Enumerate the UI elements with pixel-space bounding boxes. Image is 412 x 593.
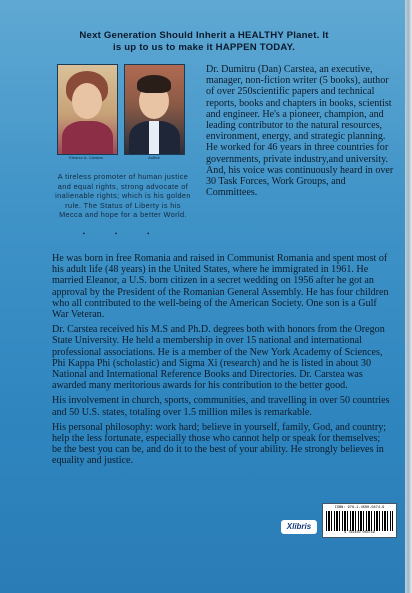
bio-paragraph: He was born in free Romania and raised in Communist Romania and spent most of his adult life (48 years) in the United States, where he immigrated in 1961. He married Eleanor, a U.S. born citizen in a secret wedding on 1956 after he got an approval by the President of the Romanian General Assembly. He has four children who all contributed to the well-being of the American Society. One son is a Gulf War Veteran. (52, 253, 389, 321)
headline-line-2: is up to us to make it HAPPEN TODAY. (112, 42, 296, 53)
barcode-digits: 9 781450 004749 (344, 531, 375, 535)
headline-line-1: Next Generation Should Inherit a HEALTHY Planet. It (79, 30, 329, 41)
author-bio-body (52, 253, 392, 471)
bio-paragraph: His involvement in church, sports, communities, and travelling in over 50 countries and 50 U.S. states, totaling over 1.5 million miles is remarkable. (52, 395, 390, 418)
tribute-quote: A tireless promoter of human justice and equal rights, strong advocate of inalienable rights; which is his golden rule. The Status of Liberty is his Mecca and hope for a better World. (55, 172, 191, 220)
barcode-bars (326, 511, 393, 531)
cover-headline (14, 30, 394, 54)
isbn-barcode (322, 503, 397, 538)
author-bio-intro (206, 64, 396, 198)
bio-paragraph: Dr. Carstea received his M.S and Ph.D. degrees both with honors from the Oregon State University. He held a membership in over 15 national and international professional associations. He is a member of the New York Academy of Sciences, Phi Kappa Phi (scholastic) and Sigma Xi (research) and he is listed in about 30 National and International Reference Books and Directories. Dr. Carstea was awarded many meritorious awards for his contribution to the better good. (52, 324, 385, 392)
publisher-logo: Xlibris (281, 520, 317, 534)
author-photo-caption: Author (148, 155, 160, 160)
ornament-dots: • • • (82, 230, 164, 238)
bio-paragraph: His personal philosophy: work hard; believe in yourself, family, God, and country; help the less fortunate, especially those who cannot help or speak for themselves; be the best you can be, and do it to the best of your ability. He strongly believes in equality and justice. (52, 421, 387, 467)
bio-intro-text: Dr. Dumitru (Dan) Carstea, an executive, manager, non-fiction writer (5 books), author of over 250scientific papers and technical reports, books and chapters in books, scientist and engineer. He's a pioneer, champion, and leading contributor to the natural resources, environment, energy, and strategic planning. He worked for 46 years in three countries for governments, private industry,and university. And, his voice was continuously heard in over 30 Task Forces, Work Groups, and Committees. (206, 64, 394, 199)
wife-photo (57, 64, 118, 155)
page-edge (405, 0, 412, 593)
wife-photo-caption: Eleanor A. Carstea (69, 155, 103, 160)
author-photo (124, 64, 185, 155)
isbn-number: ISBN: 978-1-4500-0474-9 (334, 506, 385, 510)
